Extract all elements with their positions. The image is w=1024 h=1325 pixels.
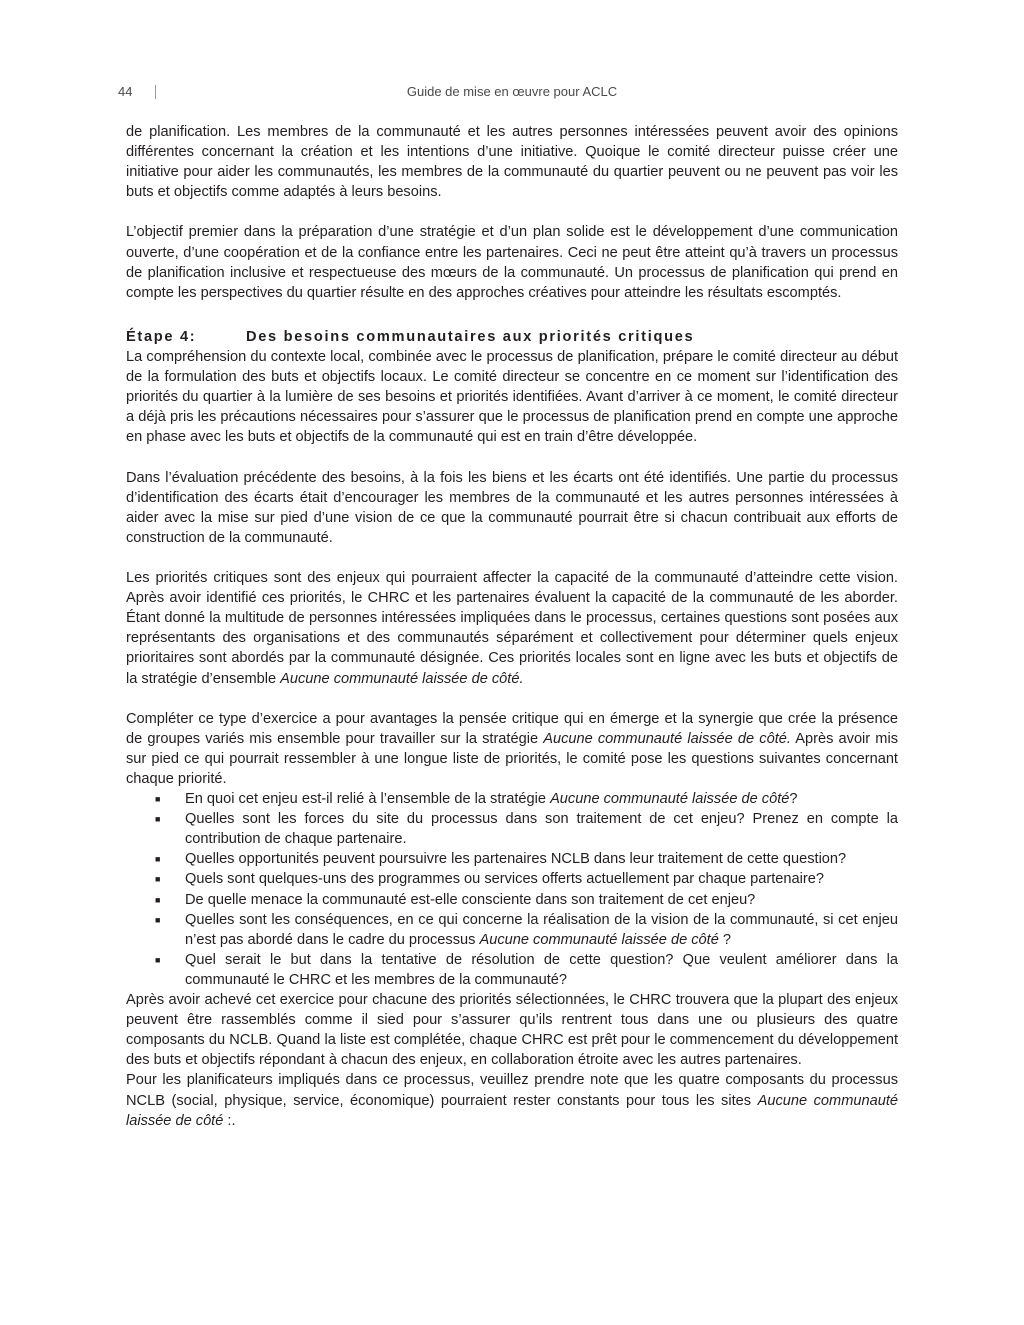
list-item [126, 809, 898, 849]
paragraph-4: Dans l’évaluation précédente des besoins, à la fois les biens et les écarts ont été identifiés. Une partie du processus d’identification des écarts était d’encourager les membres de la communauté et les autres personnes intéressées à aider avec la mise sur pied d’une vision de ce que la communauté pourrait être si chacun contribuait aux efforts de construction de la communauté. [126, 469, 898, 546]
list-item-text: Quel serait le but dans la tentative de résolution de cette question? Que veulent améliorer dans la communauté le CHRC et les membres de la communauté? [185, 951, 898, 988]
list-item-text: Quelles sont les forces du site du processus dans son traitement de cet enjeu? Prenez en compte la contribution de chaque partenaire. [185, 811, 898, 848]
paragraph-1: de planification. Les membres de la communauté et les autres personnes intéressées peuvent avoir des opinions différentes concernant la création et les intentions d’une initiative. Quoique le comité directeur puisse créer une initiative pour aider les communautés, les membres de la communauté du quartier peuvent ou ne peuvent pas voir les buts et objectifs comme adaptés à leurs besoins. [126, 124, 898, 201]
paragraph-8-text: Pour les planificateurs impliqués dans ce processus, veuillez prendre note que les quatre composants du processus NCLB (social, physique, service, économique) pourraient rester constants pour tous les sites [126, 1072, 898, 1109]
paragraph-8-text-end: :. [223, 1112, 236, 1129]
paragraph-6-text-end: Après avoir mis sur pied ce qui pourrait ressembler à une longue liste de priorités, le comité pose les questions suivantes concernant chaque priorité. [126, 730, 898, 787]
running-title: Guide de mise en œuvre pour ACLC [406, 84, 618, 99]
page-body [126, 122, 898, 1131]
list-item [126, 789, 898, 809]
list-item-text: Quelles sont les conséquences, en ce qui concerne la réalisation de la vision de la communauté, si cet enjeu n’est pas abordé dans le cadre du processus [185, 911, 898, 948]
spacer [126, 202, 898, 222]
paragraph-3: La compréhension du contexte local, combinée avec le processus de planification, prépare le comité directeur au début de la formulation des buts et objectifs locaux. Le comité directeur se concentre en ce moment sur l’identification des priorités du quartier à la lumière de ses besoins et priorités identifiées. Avant d’arriver à ce moment, le comité directeur a déjà pris les précautions nécessaires pour s’assurer que le processus de planification prend en compte une approche en phase avec les buts et objectifs de la communauté qui est en train d’être développée. [126, 349, 898, 446]
list-item-italic: Aucune communauté laissée de côté [479, 931, 719, 948]
paragraph-5-italic: Aucune communauté laissée de côté. [280, 670, 524, 687]
section-heading [126, 327, 898, 347]
bullet-marker: ■ [155, 794, 161, 805]
spacer [126, 303, 898, 323]
paragraph-8 [126, 1070, 898, 1130]
page-number: 44 [118, 84, 133, 99]
list-item-text-end: ? [789, 791, 798, 808]
list-item [126, 950, 898, 990]
bullet-marker: ■ [155, 814, 161, 825]
list-item [126, 910, 898, 950]
bullet-marker: ■ [155, 914, 161, 925]
list-item-text: En quoi cet enjeu est-il relié à l’ensemble de la stratégie [185, 791, 551, 808]
bullet-marker: ■ [155, 954, 161, 965]
paragraph-6-italic: Aucune communauté laissée de côté. [543, 730, 791, 747]
paragraph-5-text: Les priorités critiques sont des enjeux qui pourraient affecter la capacité de la communauté d’atteindre cette vision. Après avoir identifié ces priorités, le CHRC et les partenaires évaluent la capacité de la communauté de les aborder. Étant donné la multitude de personnes intéressées impliquées dans le processus, certaines questions sont posées aux représentants des organisations et des communautés séparément et collectivement pour déterminer quels enjeux prioritaires sont abordés par la communauté désignée. Ces priorités locales sont en ligne avec les buts et objectifs de la stratégie d’ensemble [126, 570, 898, 687]
paragraph-2: L’objectif premier dans la préparation d’une stratégie et d’un plan solide est le développement d’une communication ouverte, d’une coopération et de la confiance entre les partenaires. Ceci ne peut être atteint qu’à travers un processus de planification inclusive et respectueuse des mœurs de la communauté. Un processus de planification qui prend en compte les perspectives du quartier résulte en des approches créatives pour atteindre les résultats escomptés. [126, 224, 898, 301]
paragraph-8-italic: Aucune communauté laissée de côté [126, 1092, 899, 1129]
list-item [126, 849, 898, 869]
section-title: Des besoins communautaires aux priorités critiques [246, 328, 695, 345]
paragraph-6-text: Compléter ce type d’exercice a pour avantages la pensée critique qui en émerge et la synergie que crée la présence de groupes variés mis ensemble pour travailler sur la stratégie [126, 710, 898, 747]
bullet-marker: ■ [155, 894, 161, 905]
list-item-text: De quelle menace la communauté est-elle consciente dans son traitement de cet enjeu? [185, 891, 756, 908]
list-item [126, 890, 898, 910]
list-item-text: Quels sont quelques-uns des programmes ou services offerts actuellement par chaque partenaire? [185, 871, 824, 888]
list-item-text-end: ? [718, 931, 731, 948]
list-item-text: Quelles opportunités peuvent poursuivre les partenaires NCLB dans leur traitement de cette question? [185, 851, 847, 868]
spacer [126, 548, 898, 568]
list-item-italic: Aucune communauté laissée de côté [550, 791, 790, 808]
bullet-marker: ■ [155, 854, 161, 865]
bullet-marker: ■ [155, 874, 161, 885]
page-header [0, 84, 1024, 104]
paragraph-6 [126, 709, 898, 789]
question-list [126, 789, 898, 990]
spacer [126, 448, 898, 468]
paragraph-7: Après avoir achevé cet exercice pour chacune des priorités sélectionnées, le CHRC trouvera que la plupart des enjeux peuvent être rassemblés comme il sied pour s’assurer qu’ils rentrent tous dans une ou plusieurs des quatre composants du NCLB. Quand la liste est complétée, chaque CHRC est prêt pour le commencement du développement des buts et objectifs répondant à chacun des enjeux, en collaboration étroite avec les autres partenaires. [126, 992, 898, 1069]
section-label: Étape 4: [126, 328, 197, 345]
spacer [126, 689, 898, 709]
paragraph-5 [126, 568, 898, 689]
list-item [126, 869, 898, 889]
